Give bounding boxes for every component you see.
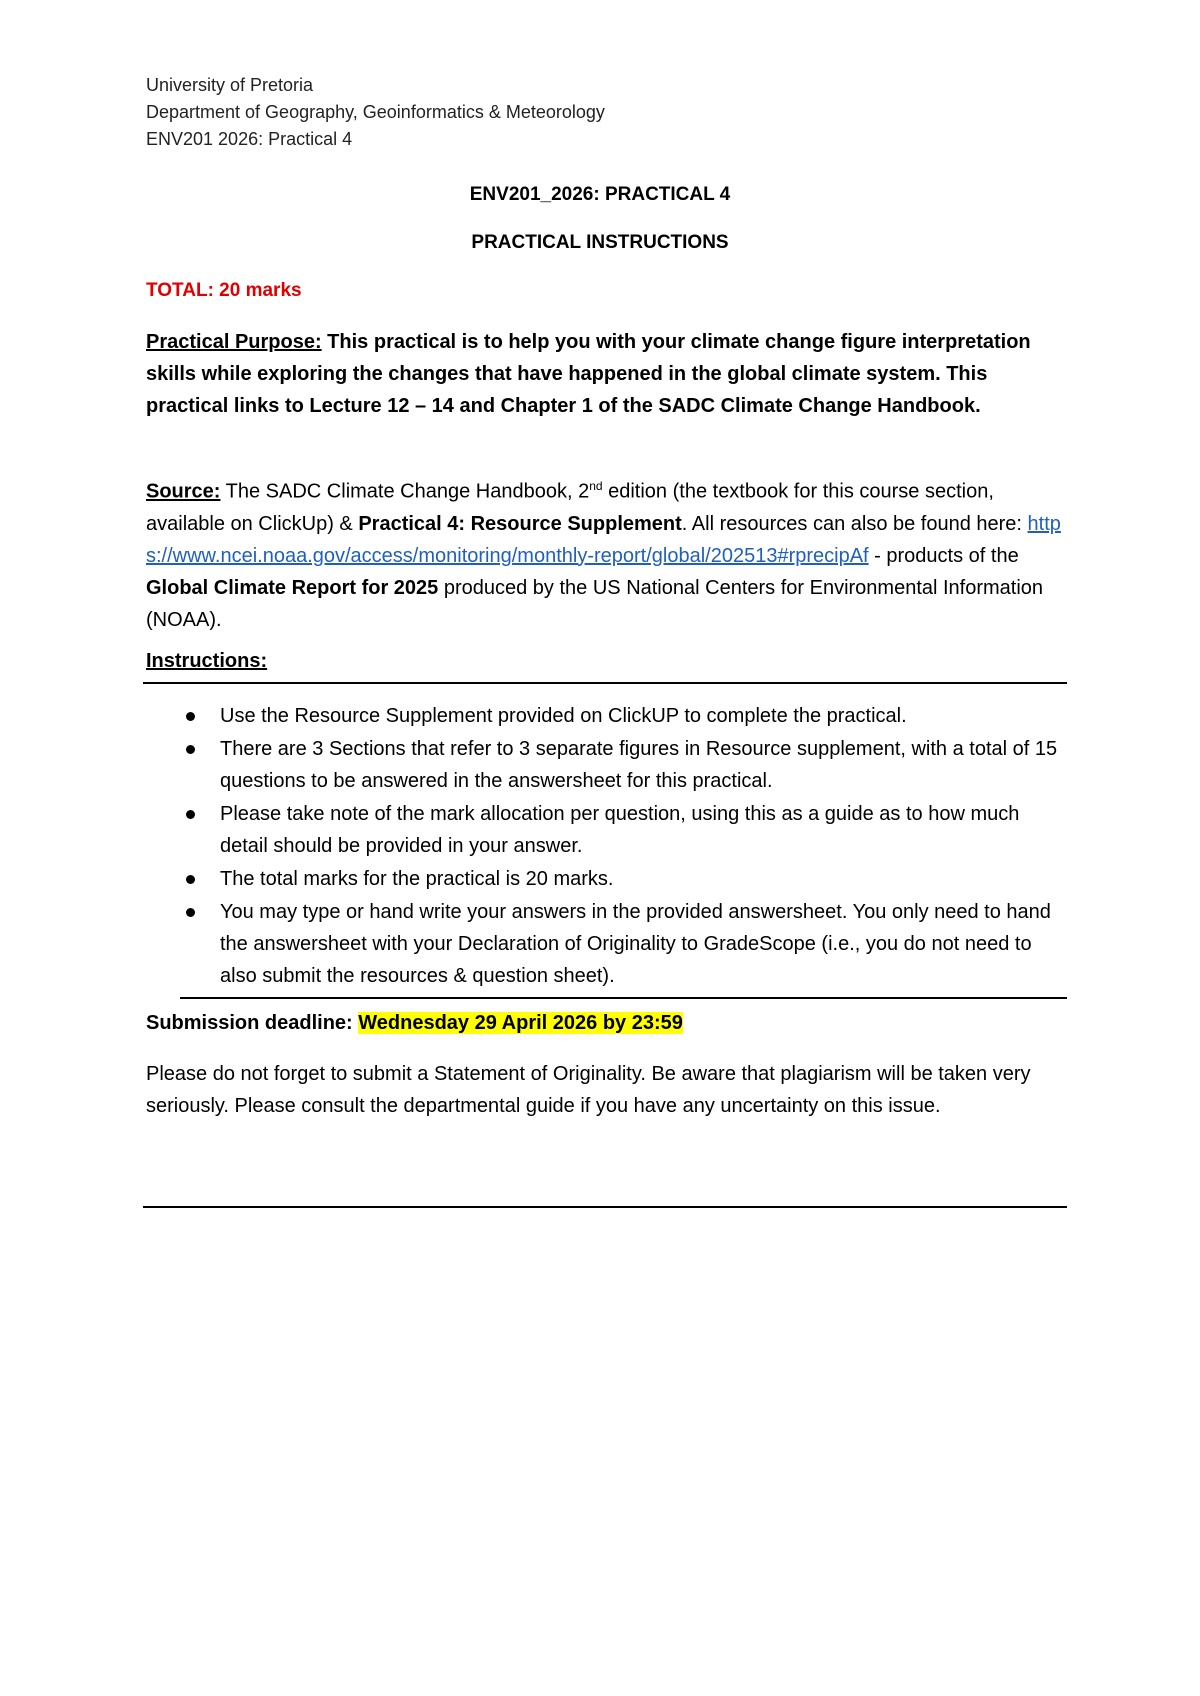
instructions-heading: Instructions: <box>146 650 268 672</box>
source-link[interactable]: https://www.ncei.noaa.gov/access/monitoring/monthly-report/global/202513#rprecipAf <box>146 512 1061 567</box>
source-text-4: - products of the <box>868 544 1019 567</box>
instruction-text: The total marks for the practical is 20 marks. <box>220 868 614 890</box>
deadline-label: Submission deadline: <box>146 1012 359 1034</box>
document-subtitle: PRACTICAL INSTRUCTIONS <box>471 232 729 253</box>
source-text-2: edition (the textbook for this course section, available on ClickUp) & <box>146 480 994 535</box>
instructions-list <box>146 700 1066 993</box>
header-university: University of Pretoria <box>146 75 314 95</box>
source-superscript: nd <box>589 479 603 493</box>
instruction-text: Use the Resource Supplement provided on ClickUP to complete the practical. <box>220 705 907 727</box>
instruction-text: You may type or hand write your answers in the provided answersheet. You only need to hand the answersheet with your Declaration of Originality to GradeScope (i.e., you do not need to also submit the resources & question sheet). <box>220 901 1051 987</box>
header-course: ENV201 2026: Practical 4 <box>146 129 353 149</box>
purpose-label: Practical Purpose: <box>146 331 322 353</box>
instruction-text: There are 3 Sections that refer to 3 separate figures in Resource supplement, with a total of 15 questions to be answered in the answersheet for this practical. <box>220 738 1058 792</box>
purpose-text: This practical is to help you with your climate change figure interpretation skills while exploring the changes that have happened in the global climate system. This practical links to Lecture 12 – 14 and Chapter 1 of the SADC Climate Change Handbook. <box>146 331 1031 417</box>
list-item <box>146 700 1066 732</box>
document-title: ENV201_2026: PRACTICAL 4 <box>469 184 731 205</box>
source-bold-supplement: Practical 4: Resource Supplement <box>358 512 682 535</box>
source-paragraph <box>146 470 1066 636</box>
bullet-icon <box>186 908 195 917</box>
source-label: Source: <box>146 480 221 503</box>
bullet-icon <box>186 745 195 754</box>
closing-paragraph: Please do not forget to submit a Statement of Originality. Be aware that plagiarism will be taken very seriously. Please consult the departmental guide if you have any uncertainty on this issue. <box>146 1063 1031 1117</box>
instructions-bottom-rule <box>180 997 1067 999</box>
list-item <box>146 863 1066 895</box>
header-department: Department of Geography, Geoinformatics & Meteorology <box>146 102 605 122</box>
instruction-text: Please take note of the mark allocation per question, using this as a guide as to how much detail should be provided in your answer. <box>220 803 1020 857</box>
bullet-icon <box>186 875 195 884</box>
source-text-3: . All resources can also be found here: <box>681 512 1028 535</box>
instructions-top-rule <box>143 682 1067 684</box>
list-item <box>146 733 1066 797</box>
deadline-value: Wednesday 29 April 2026 by 23:59 <box>358 1012 683 1034</box>
bullet-icon <box>186 810 195 819</box>
list-item <box>146 798 1066 862</box>
source-text-1: The SADC Climate Change Handbook, 2 <box>220 480 590 503</box>
submission-deadline <box>146 1012 683 1035</box>
document-header <box>146 72 605 153</box>
total-marks: TOTAL: 20 marks <box>146 280 302 301</box>
bullet-icon <box>186 712 195 721</box>
source-bold-report: Global Climate Report for 2025 <box>146 576 439 599</box>
footer-rule <box>143 1206 1067 1208</box>
practical-purpose-paragraph <box>146 326 1066 422</box>
list-item <box>146 896 1066 992</box>
source-text-5: produced by the US National Centers for Environmental Information (NOAA). <box>146 576 1044 631</box>
